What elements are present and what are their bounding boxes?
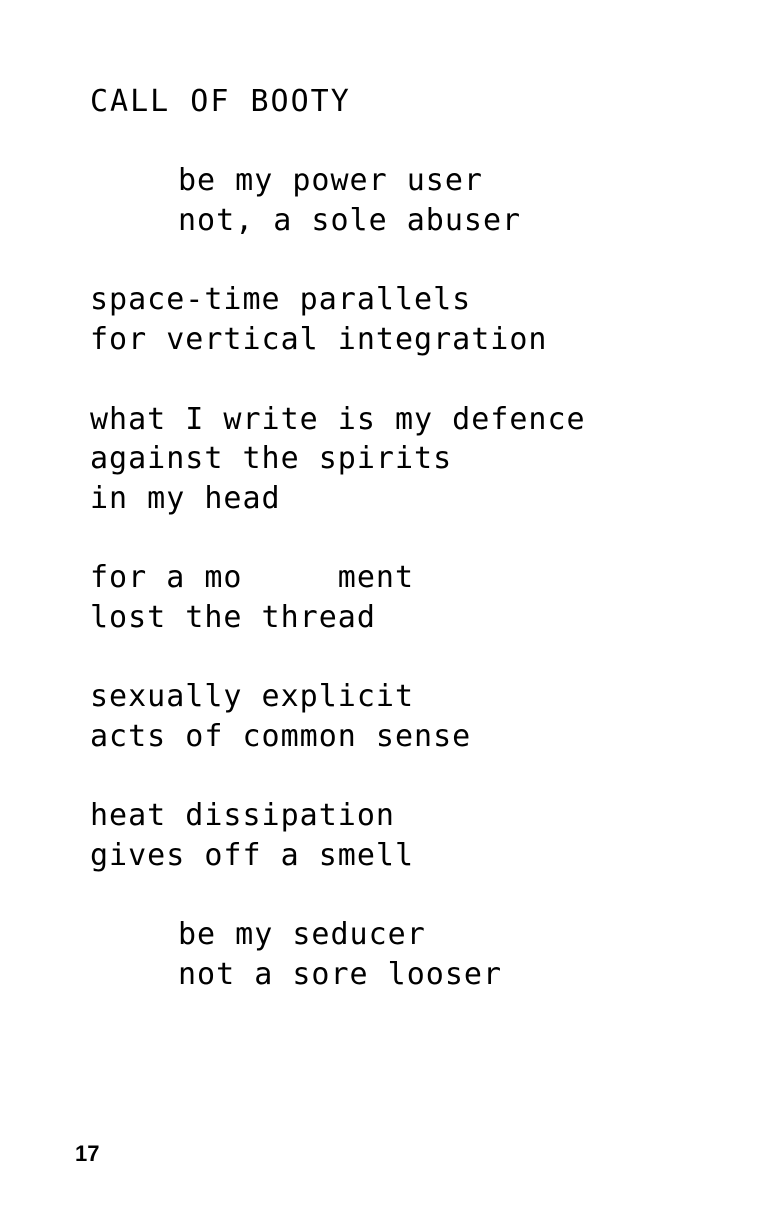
poem-line: not a sore looser <box>178 957 503 993</box>
blank-line <box>90 638 730 678</box>
blank-line <box>90 122 730 162</box>
poem-line: lost the thread <box>90 599 376 635</box>
poem-line: against the spirits <box>90 441 453 477</box>
poem-line: be my power user <box>178 163 483 199</box>
blank-line <box>90 360 730 400</box>
page-number: 17 <box>75 1141 100 1166</box>
poem-line: what I write is my defence <box>90 401 586 437</box>
poem-line: heat dissipation <box>90 798 395 834</box>
poem-line: acts of common sense <box>90 719 472 754</box>
poem-line: for a mo ment <box>90 560 415 596</box>
poem-line: be my seducer <box>178 917 426 953</box>
blank-line <box>90 876 730 916</box>
poem-title: CALL OF BOOTY <box>90 84 351 119</box>
poem-line: in my head <box>90 480 281 516</box>
poem-line: not, a sole abuser <box>178 203 522 239</box>
poem-line: space-time parallels <box>90 282 472 318</box>
blank-line <box>90 757 730 797</box>
blank-line <box>90 519 730 559</box>
poem <box>90 82 730 995</box>
poem-line: gives off a smell <box>90 838 415 874</box>
poem-line: for vertical integration <box>90 322 548 358</box>
blank-line <box>90 241 730 281</box>
poem-line: sexually explicit <box>90 679 415 715</box>
